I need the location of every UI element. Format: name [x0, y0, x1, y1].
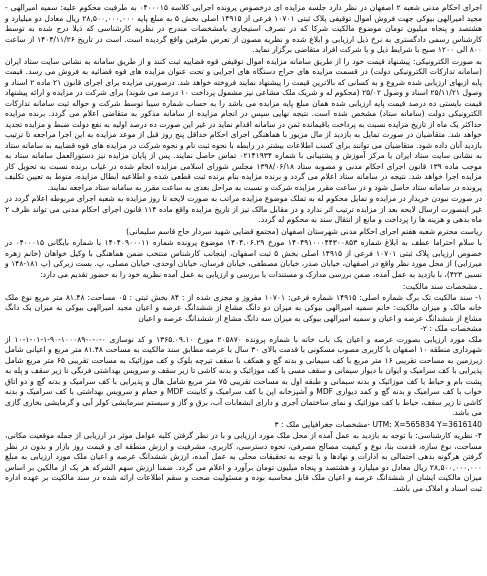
property-description: ملک مورد ارزیابی بصورت عرصه و اعیان یک باب خانه با شماره پرونده ۲۰۵۸۷۰ مورخ ۱۳۶۵.۰۹.۱۰ و کد نوسازی ۰-۰-۰-۱۰۰۰۸۹-۹۰-۱-۰۱-۱-۱۰ از شهرداری منطقه ۱۰ اصفهان با کاربری مصوب مسکونی با قدمت بالای ۳۰ سال با عرصه مطابق سند مالکیت به مساحت ۸۱.۴۸ متر مربع و اعیانی شامل زیرزمین به مساحت تقریبی ۱۶ متر مربع با کف سیمانی و بدنه گچ و همکف با سقف تیرچه بلوک و کف موزائیک به مساحت تقریبی ۶۵ متر مربع شامل پذیرایی با کف سرامیک و ایوان با دیوار سیمانی و سقف مسی با کف موزائیک و بدنه کاشی تا زیر سقف و سرویس بهداشتی فرنگی تا زیر سقف و پله به پشت بام و حیاط با کف موزائیک و بدنه سیمانی و طبقه اول به مساحت تقریبی ۷۵ متر مربع شامل هال و پذیرایی با کف سرامیک و بدنه گچ و دو اتاق خواب با کف سرامیک و بدنه گچ و کمد دیواری MDF و آشپزخانه اپن با کف سرامیک و کابینت MDF و حمام و سرویس بهداشتی با کف سرامیک و بدنه کاشی تا زیر سقف، حیاط با کف موزائیک و نمای ساختمان آجری و دارای انشعابات آب، برق و گاز و سیستم سرمایشی کولر آبی و گرمایشی بخاری گازی می باشد. [5, 334, 482, 417]
ownership-item-1: ۱- سند مالکیت تک برگ شماره اصلی: ۱۴۹۱۵ شماره فرعی: ۱۰۷۰۱ مفروز و مجزی شده از : ۸۴ بخش ثبتی : ۰۵ مساحت: ۸۱.۴۸ متر مربع نوع ملک خانه مالک و میزان مالکیت: خانم سمیه امیرالهی بیوکی به میزان دو دانگ مشاع از ششدانگ عرصه و اعیان مجید امیرالهی بیوکی به میزان یک دانگ مشاع از ششدانگ عرصه و اعیان و سمیه امیرالهی بیوکی به میزان سه دانگ مشاع از ششدانگ عرصه و اعیان [5, 292, 482, 323]
expert-opinion: ۴- نظریه کارشناسی: با توجه به بازدید به عمل آمده از محل ملک مورد ارزیابی و با در نظر گرفتن کلیه عوامل موثر در ارزیابی از جمله موقعیت مکانی، مساحت، نوع سازه، قدمت بنا، نوع و کیفیت مصالح مصرفی، نحوه دسترسی، کاربری، مشرفیت و ارزش منطقه ای و قیمت روز بازار و بدون در نظر گرفتن هرگونه بدهی احتمالی به ادارات و نهادها و با توجه به تحقیقات محلی به عمل آمده، ارزش ششدانگ عرصه و اعیان ملک مورد ارزیابی به مبلغ ۲۸,۵۰۰,۰۰۰,۰۰۰ ریال معادل دو میلیارد و هشتصد و پنجاه میلیون تومان برآورد و اعلام می گردد. ضمنا ارزش سهم الشرکه هر یک از مالکین بر اساس میزان مالکیت ایشان از ششدانگ عرصه و اعیان ملک قابل محاسبه بوده و مسئولیت صحت و سقم اطلاعات ارائه شده در سند مالکیت بر عهده اداره ثبت اسناد و املاک می باشد. [5, 431, 482, 493]
geographic-coordinates: UTM: X=565834 Y=3616140 -مشخصات جغرافیایی ملک : ۳ [274, 419, 482, 429]
notice-paragraph-1: اجرای احکام مدنی شعبه ۲ اصفهان در نظر دارد جلسه مزایده ای درخصوص پرونده اجرایی کلاسه ۰۴۰۰۰۱۵ به طرفیت محکوم علیه: سمیه امیرالهی - مجید امیرالهی بیوکی جهت فروش اموال توقیفی پلاک ثبتی ۱۰۷۰۱ فرعی از ۱۴۹۱۵ اصلی بخش ۵ به مبلغ پایه ۲۸,۵۰۰,۰۰۰,۰۰۰ ریال معادل دو میلیارد و هشتصد و پنجاه میلیون تومان موضوع مالکیت شرکا که در تصرف استیجاری بامشخصات مندرج در نظریه کارشناسی که ذیلا درج شده به توسط کارشناس رسمی دادگستری به نرخ ذیل ارزیابی و ابلاغ شده و نظریه مصون از تعرض طرفین واقع گردیده است. است در تاریخ ۱۴۰۴/۱۱/۲۶ از ساعت ۸۰۰ الی ۱۲۰۰ صبح با شرایط ذیل و با شرکت افراد متقاضی برگزار نماید. [5, 3, 483, 54]
ownership-item-2: مشخصات ملک : ۲- [420, 324, 482, 333]
notice-paragraph-2: به صورت الکترونیکی: پیشنهاد قیمت خود را از طریق سامانه مزایده اموال توقیفی قوه قضاییه ثبت کنند و از طریق سامانه به نشانی سایت ستاد ایران (سامانه تدارکات الکترونیکی دولت) در قسمت مزایده های حراج دستگاه های اجرایی و تحت عنوان مزایده های قوه قضائیه به فروش می رسد. قیمت پایه ازبهای ارزیابی شده شروع و به کسانی که بالاترین قیمت را پیشنهاد نمایند فروخته خواهد شد. درصورتی مزایده برای اجرای قانون ۲۱ ماده ۲ اسناد و وصول ۲۵/۱۱/۲۱ اسناد و وصول ۲۵/۰۲ (محکوم له و شریک ملک مشاعی نیز مشمول پرداخت ۱۰ درصد می شوند) برای شرکت در مزایده و ارائه پیشنهاد قیمت بایستی ده درصد قیمت پایه ارزیابی شده همان مبلغ پایه مزایده می باشد را به حساب شماره سیبا توسط شرکت و حواله ثبت سامانه تدارکات الکترونیکی دولت (سامانه ستاد) مشخص شده است. نتیجه نهایی سپس در انجام مزایده از سامانه مذکور به متقاضی اعلام می گردد. برنده مزایده حداکثر یک ماه از تاریخ مزایده نسبت به پرداخت باقیمانده ثمن در سامانه اقدام نماید در غیر این صورت ده درصد اولیه به نفع دولت ضبط و مزایده تجدید خواهد شد. متقاضیان در صورت تمایل به بازدید از مال مزبور با هماهنگی اجرای احکام حداقل پنج روز قبل از موعد مزایده به این اجرا مراجعه تا ترتیب بازدید آنان داده شود. متقاضیان می توانند برای کسب اطلاعات بیشتر در رابطه با نحوه ثبت نام و نحوه شرکت در مزایده های قوه قضاییه به سامانه ستاد به نشانی سایت ستاد ایران یا مرکز آموزش و پشتیبانی با شماره ۰۲۱۴۱۹۳۴ تماس حاصل نمایند. پس از پایان مزایده نیز دستورالعمل سامانه ستاد به موجب ماده ۱۳۹ قانون اجرای احکام مدنی و مصوبه ستاد ۱۳۹۸/۰۶/۱۸ مجلس شورای اسلامی مزایده انجام شده در غیاب برنده نسبت به تحویل کار مزایده اجرا خواهد شد. نتیجه در سامانه ستاد اعلام می گردد و برنده مزایده بنام برنده ثبت قطعی شده و اطلاعیه ابطال مزایده، منوط به تعیین تکلیف پرونده در سامانه ستاد حاصل شود و در ساعت مقرر مزایده شرکت و نسبت به مراحل بعدی به ساعت مقرر به سامانه ستاد مراجعه نمایند. [5, 56, 483, 192]
report-addressee: ریاست محترم شعبه هفتم اجرای احکام مدنی شهرستان اصفهان (مجتمع قضایی شهید سردار حاج قاسم سلیمانی) [126, 226, 482, 236]
ownership-section-title: ـ مشخصات سند مالکیت: [402, 282, 482, 291]
notice-paragraph-3: در صورت نبودن خریدار در مزایده و تمایل محکوم له به تملک موضوع مزایده مراتب به صورت لایحه تا روز مزایده به شعبه اجرای مربوطه اعلام گردد در غیر اینصورت ارسال لایحه بعد از مزایده ترتیب اثر ندارد و در مقابل مالک نیز از تاریخ مزایده واقع ماده ۱۱۴ قانون اجرای احکام مدنی می تواند ظرف ۲ ماه بدهی و هزینه ها را پرداخت و مانع از انتقال سند به محکوم له گردد. [5, 194, 482, 224]
report-introduction: با سلام احتراما عطف به ابلاغ شماره ۱۴۰۴۹۱۰۰۰۴۴۳۰۰۸۵۳ مورخ ۱۴۰۴.۰۶.۲۹ موضوع پرونده شماره ۱۴۰۴۰۹۰۰۰۱۱ با شماره بایگانی ۰۴۰۰۰۱۵ در خصوص ارزیابی پلاک ثبتی ۱۰۷۰۱ فرعی از ۱۴۹۱۵ اصلی بخش ۵ ثبت اصفهان، اینجانب کارشناس منتخب ضمن هماهنگی با وکیل خواهان (خانم زهره میرزایی) از محل مورد نظر واقع در اصفهان، خیابان صدر، خیابان مصطفی، خیابان فرسان، خیابان اوحدی، خیابان مصلی، پ. بست زبرکی (پ ۱۸۱-۱۴۸ و نسبی ۴۲۳)، با بازدید به عمل آمده، ضمن بررسی مدارک و مستندات با بررسی و ارزیابی به عمل آمده نظریه خود را به حضور تقدیم می دارد: [5, 238, 483, 279]
